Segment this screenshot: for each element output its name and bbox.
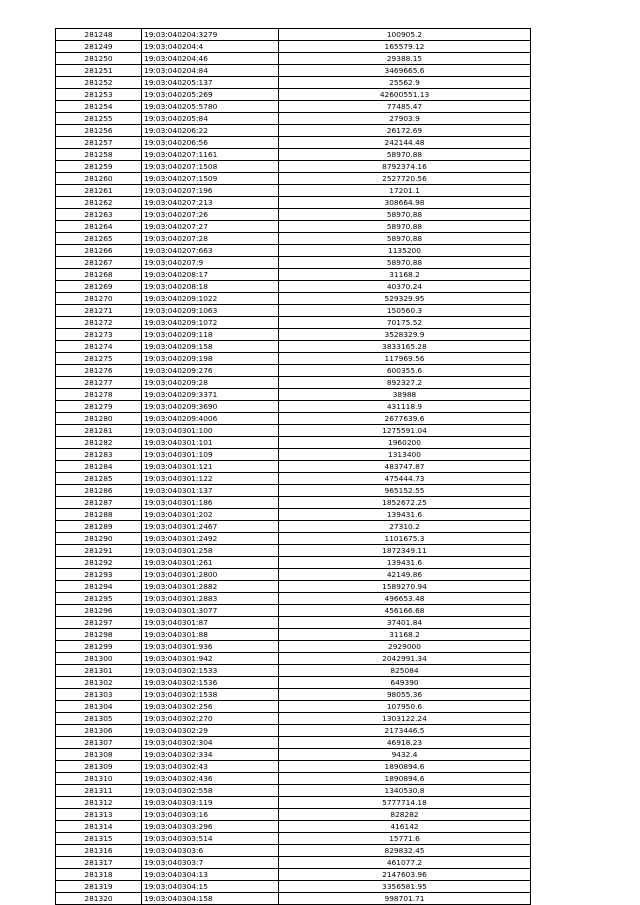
table-row: [56, 221, 531, 233]
value-cell: 46918.23: [279, 737, 531, 749]
table-row: [56, 473, 531, 485]
row-id-cell: 281262: [56, 197, 142, 209]
row-id-cell: 281319: [56, 881, 142, 893]
cadastral-number-cell: 19:03:040301:2492: [142, 533, 279, 545]
value-cell: 5777714.18: [279, 797, 531, 809]
row-id-cell: 281270: [56, 293, 142, 305]
cadastral-number-cell: 19:03:040301:121: [142, 461, 279, 473]
value-cell: 416142: [279, 821, 531, 833]
table-row: [56, 101, 531, 113]
cadastral-number-cell: 19:03:040303:6: [142, 845, 279, 857]
row-id-cell: 281254: [56, 101, 142, 113]
cadastral-number-cell: 19:03:040209:1022: [142, 293, 279, 305]
row-id-cell: 281314: [56, 821, 142, 833]
value-cell: 29388.15: [279, 53, 531, 65]
table-row: [56, 425, 531, 437]
value-cell: 70175.52: [279, 317, 531, 329]
value-cell: 1960200: [279, 437, 531, 449]
value-cell: 600355.6: [279, 365, 531, 377]
value-cell: 37401.84: [279, 617, 531, 629]
row-id-cell: 281257: [56, 137, 142, 149]
cadastral-number-cell: 19:03:040209:4006: [142, 413, 279, 425]
table-row: [56, 665, 531, 677]
value-cell: 150560.3: [279, 305, 531, 317]
cadastral-number-cell: 19:03:040304:13: [142, 869, 279, 881]
cadastral-number-cell: 19:03:040209:118: [142, 329, 279, 341]
row-id-cell: 281304: [56, 701, 142, 713]
row-id-cell: 281290: [56, 533, 142, 545]
cadastral-number-cell: 19:03:040302:334: [142, 749, 279, 761]
cadastral-number-cell: 19:03:040301:3077: [142, 605, 279, 617]
value-cell: 26172.69: [279, 125, 531, 137]
row-id-cell: 281308: [56, 749, 142, 761]
row-id-cell: 281311: [56, 785, 142, 797]
cadastral-number-cell: 19:03:040301:88: [142, 629, 279, 641]
value-cell: 77485.47: [279, 101, 531, 113]
cadastral-number-cell: 19:03:040207:213: [142, 197, 279, 209]
value-cell: 461077.2: [279, 857, 531, 869]
row-id-cell: 281275: [56, 353, 142, 365]
row-id-cell: 281298: [56, 629, 142, 641]
cadastral-number-cell: 19:03:040302:29: [142, 725, 279, 737]
cadastral-number-cell: 19:03:040207:1161: [142, 149, 279, 161]
value-cell: 38988: [279, 389, 531, 401]
value-cell: 165579.12: [279, 41, 531, 53]
cadastral-number-cell: 19:03:040209:3690: [142, 401, 279, 413]
row-id-cell: 281277: [56, 377, 142, 389]
cadastral-number-cell: 19:03:040205:137: [142, 77, 279, 89]
row-id-cell: 281276: [56, 365, 142, 377]
row-id-cell: 281285: [56, 473, 142, 485]
value-cell: 98055.36: [279, 689, 531, 701]
row-id-cell: 281271: [56, 305, 142, 317]
row-id-cell: 281288: [56, 509, 142, 521]
table-row: [56, 725, 531, 737]
value-cell: 1303122.24: [279, 713, 531, 725]
table-row: [56, 797, 531, 809]
value-cell: 1872349.11: [279, 545, 531, 557]
row-id-cell: 281249: [56, 41, 142, 53]
row-id-cell: 281250: [56, 53, 142, 65]
value-cell: 2677639.6: [279, 413, 531, 425]
row-id-cell: 281259: [56, 161, 142, 173]
table-row: [56, 545, 531, 557]
table-row: [56, 365, 531, 377]
cadastral-number-cell: 19:03:040205:5780: [142, 101, 279, 113]
value-cell: 1852672.25: [279, 497, 531, 509]
cadastral-number-cell: 19:03:040301:87: [142, 617, 279, 629]
value-cell: 42149.86: [279, 569, 531, 581]
value-cell: 1313400: [279, 449, 531, 461]
cadastral-number-cell: 19:03:040302:256: [142, 701, 279, 713]
cadastral-number-cell: 19:03:040302:436: [142, 773, 279, 785]
cadastral-number-cell: 19:03:040302:43: [142, 761, 279, 773]
table-row: [56, 893, 531, 905]
value-cell: 2042991.34: [279, 653, 531, 665]
table-row: [56, 461, 531, 473]
cadastral-number-cell: 19:03:040205:269: [142, 89, 279, 101]
cadastral-number-cell: 19:03:040207:663: [142, 245, 279, 257]
table-row: [56, 353, 531, 365]
row-id-cell: 281284: [56, 461, 142, 473]
value-cell: 42600551.13: [279, 89, 531, 101]
table-row: [56, 257, 531, 269]
table-row: [56, 701, 531, 713]
cadastral-number-cell: 19:03:040301:2882: [142, 581, 279, 593]
row-id-cell: 281291: [56, 545, 142, 557]
value-cell: 998701.71: [279, 893, 531, 905]
row-id-cell: 281299: [56, 641, 142, 653]
table-row: [56, 785, 531, 797]
cadastral-number-cell: 19:03:040209:198: [142, 353, 279, 365]
value-cell: 1890894.6: [279, 773, 531, 785]
value-cell: 825084: [279, 665, 531, 677]
cadastral-number-cell: 19:03:040302:304: [142, 737, 279, 749]
value-cell: 107950.6: [279, 701, 531, 713]
row-id-cell: 281272: [56, 317, 142, 329]
table-row: [56, 437, 531, 449]
value-cell: 3528329.9: [279, 329, 531, 341]
table-row: [56, 41, 531, 53]
cadastral-number-cell: 19:03:040301:258: [142, 545, 279, 557]
row-id-cell: 281281: [56, 425, 142, 437]
row-id-cell: 281268: [56, 269, 142, 281]
row-id-cell: 281267: [56, 257, 142, 269]
cadastral-number-cell: 19:03:040206:56: [142, 137, 279, 149]
row-id-cell: 281292: [56, 557, 142, 569]
cadastral-number-cell: 19:03:040301:202: [142, 509, 279, 521]
cadastral-number-cell: 19:03:040207:28: [142, 233, 279, 245]
table-row: [56, 401, 531, 413]
row-id-cell: 281279: [56, 401, 142, 413]
table-row: [56, 653, 531, 665]
table-row: [56, 389, 531, 401]
cadastral-number-cell: 19:03:040204:84: [142, 65, 279, 77]
row-id-cell: 281269: [56, 281, 142, 293]
table-row: [56, 581, 531, 593]
table-row: [56, 413, 531, 425]
row-id-cell: 281306: [56, 725, 142, 737]
value-cell: 31168.2: [279, 629, 531, 641]
cadastral-number-cell: 19:03:040301:122: [142, 473, 279, 485]
row-id-cell: 281300: [56, 653, 142, 665]
row-id-cell: 281289: [56, 521, 142, 533]
table-row: [56, 749, 531, 761]
cadastral-number-cell: 19:03:040302:1533: [142, 665, 279, 677]
value-cell: 58970.88: [279, 233, 531, 245]
value-cell: 8792374.16: [279, 161, 531, 173]
cadastral-number-cell: 19:03:040301:2883: [142, 593, 279, 605]
row-id-cell: 281256: [56, 125, 142, 137]
table-row: [56, 185, 531, 197]
table-row: [56, 209, 531, 221]
table-row: [56, 821, 531, 833]
value-cell: 1890894.6: [279, 761, 531, 773]
value-cell: 58970.88: [279, 209, 531, 221]
table-row: [56, 737, 531, 749]
table-row: [56, 641, 531, 653]
row-id-cell: 281258: [56, 149, 142, 161]
table-row: [56, 773, 531, 785]
row-id-cell: 281309: [56, 761, 142, 773]
row-id-cell: 281282: [56, 437, 142, 449]
value-cell: 9432.4: [279, 749, 531, 761]
table-row: [56, 857, 531, 869]
cadastral-number-cell: 19:03:040209:1072: [142, 317, 279, 329]
row-id-cell: 281303: [56, 689, 142, 701]
row-id-cell: 281251: [56, 65, 142, 77]
value-cell: 242144.48: [279, 137, 531, 149]
row-id-cell: 281278: [56, 389, 142, 401]
cadastral-number-cell: 19:03:040204:4: [142, 41, 279, 53]
value-cell: 529329.95: [279, 293, 531, 305]
table-row: [56, 125, 531, 137]
cadastral-number-cell: 19:03:040209:276: [142, 365, 279, 377]
cadastral-number-cell: 19:03:040301:261: [142, 557, 279, 569]
cadastral-number-cell: 19:03:040301:942: [142, 653, 279, 665]
cadastral-number-cell: 19:03:040301:109: [142, 449, 279, 461]
row-id-cell: 281293: [56, 569, 142, 581]
cadastral-number-cell: 19:03:040303:16: [142, 809, 279, 821]
table-row: [56, 869, 531, 881]
row-id-cell: 281317: [56, 857, 142, 869]
value-cell: 1101675.3: [279, 533, 531, 545]
cadastral-number-cell: 19:03:040303:7: [142, 857, 279, 869]
value-cell: 483747.87: [279, 461, 531, 473]
table-row: [56, 113, 531, 125]
row-id-cell: 281252: [56, 77, 142, 89]
value-cell: 139431.6: [279, 509, 531, 521]
cadastral-number-cell: 19:03:040208:18: [142, 281, 279, 293]
value-cell: 31168.2: [279, 269, 531, 281]
row-id-cell: 281315: [56, 833, 142, 845]
row-id-cell: 281301: [56, 665, 142, 677]
table-row: [56, 305, 531, 317]
value-cell: 25562.9: [279, 77, 531, 89]
data-table: [55, 28, 531, 905]
table-row: [56, 245, 531, 257]
value-cell: 3356581.95: [279, 881, 531, 893]
value-cell: 1135200: [279, 245, 531, 257]
row-id-cell: 281260: [56, 173, 142, 185]
value-cell: 100905.2: [279, 29, 531, 41]
value-cell: 2527720.56: [279, 173, 531, 185]
cadastral-number-cell: 19:03:040207:1508: [142, 161, 279, 173]
value-cell: 139431.6: [279, 557, 531, 569]
table-row: [56, 65, 531, 77]
cadastral-number-cell: 19:03:040206:22: [142, 125, 279, 137]
value-cell: 27903.9: [279, 113, 531, 125]
table-row: [56, 449, 531, 461]
value-cell: 17201.1: [279, 185, 531, 197]
table-row: [56, 617, 531, 629]
table-row: [56, 593, 531, 605]
value-cell: 3833165.28: [279, 341, 531, 353]
table-row: [56, 197, 531, 209]
row-id-cell: 281280: [56, 413, 142, 425]
cadastral-number-cell: 19:03:040303:514: [142, 833, 279, 845]
table-row: [56, 677, 531, 689]
value-cell: 456166.68: [279, 605, 531, 617]
value-cell: 15771.6: [279, 833, 531, 845]
cadastral-number-cell: 19:03:040301:2800: [142, 569, 279, 581]
table-row: [56, 533, 531, 545]
cadastral-number-cell: 19:03:040204:46: [142, 53, 279, 65]
cadastral-number-cell: 19:03:040205:84: [142, 113, 279, 125]
cadastral-number-cell: 19:03:040208:17: [142, 269, 279, 281]
cadastral-number-cell: 19:03:040207:27: [142, 221, 279, 233]
row-id-cell: 281294: [56, 581, 142, 593]
table-row: [56, 29, 531, 41]
row-id-cell: 281318: [56, 869, 142, 881]
table-row: [56, 317, 531, 329]
table-row: [56, 149, 531, 161]
table-row: [56, 557, 531, 569]
row-id-cell: 281248: [56, 29, 142, 41]
value-cell: 1589270.94: [279, 581, 531, 593]
value-cell: 27310.2: [279, 521, 531, 533]
cadastral-number-cell: 19:03:040209:1063: [142, 305, 279, 317]
row-id-cell: 281255: [56, 113, 142, 125]
value-cell: 965152.55: [279, 485, 531, 497]
cadastral-number-cell: 19:03:040209:158: [142, 341, 279, 353]
value-cell: 649390: [279, 677, 531, 689]
cadastral-number-cell: 19:03:040204:3279: [142, 29, 279, 41]
table-row: [56, 485, 531, 497]
cadastral-number-cell: 19:03:040302:270: [142, 713, 279, 725]
row-id-cell: 281307: [56, 737, 142, 749]
table-row: [56, 881, 531, 893]
cadastral-number-cell: 19:03:040304:15: [142, 881, 279, 893]
value-cell: 2147603.96: [279, 869, 531, 881]
table-row: [56, 89, 531, 101]
table-row: [56, 521, 531, 533]
cadastral-number-cell: 19:03:040209:28: [142, 377, 279, 389]
cadastral-number-cell: 19:03:040302:558: [142, 785, 279, 797]
row-id-cell: 281296: [56, 605, 142, 617]
row-id-cell: 281313: [56, 809, 142, 821]
table-row: [56, 341, 531, 353]
table-body: [56, 29, 531, 905]
cadastral-number-cell: 19:03:040304:158: [142, 893, 279, 905]
table-row: [56, 281, 531, 293]
row-id-cell: 281305: [56, 713, 142, 725]
cadastral-number-cell: 19:03:040301:936: [142, 641, 279, 653]
cadastral-number-cell: 19:03:040207:1509: [142, 173, 279, 185]
table-row: [56, 629, 531, 641]
cadastral-number-cell: 19:03:040301:101: [142, 437, 279, 449]
value-cell: 2173446.5: [279, 725, 531, 737]
row-id-cell: 281266: [56, 245, 142, 257]
value-cell: 58970.88: [279, 149, 531, 161]
row-id-cell: 281286: [56, 485, 142, 497]
row-id-cell: 281310: [56, 773, 142, 785]
cadastral-number-cell: 19:03:040302:1536: [142, 677, 279, 689]
row-id-cell: 281287: [56, 497, 142, 509]
cadastral-number-cell: 19:03:040302:1538: [142, 689, 279, 701]
table-row: [56, 173, 531, 185]
table-row: [56, 137, 531, 149]
table-row: [56, 377, 531, 389]
row-id-cell: 281295: [56, 593, 142, 605]
row-id-cell: 281264: [56, 221, 142, 233]
value-cell: 1340530.8: [279, 785, 531, 797]
value-cell: 58970.88: [279, 221, 531, 233]
table-row: [56, 233, 531, 245]
row-id-cell: 281283: [56, 449, 142, 461]
value-cell: 475444.73: [279, 473, 531, 485]
table-row: [56, 569, 531, 581]
value-cell: 40370.24: [279, 281, 531, 293]
row-id-cell: 281261: [56, 185, 142, 197]
cadastral-number-cell: 19:03:040301:137: [142, 485, 279, 497]
table-row: [56, 833, 531, 845]
cadastral-number-cell: 19:03:040301:2467: [142, 521, 279, 533]
value-cell: 3469665.6: [279, 65, 531, 77]
value-cell: 892327.2: [279, 377, 531, 389]
table-row: [56, 77, 531, 89]
cadastral-number-cell: 19:03:040207:9: [142, 257, 279, 269]
table-row: [56, 293, 531, 305]
cadastral-number-cell: 19:03:040301:186: [142, 497, 279, 509]
cadastral-number-cell: 19:03:040301:100: [142, 425, 279, 437]
table-row: [56, 689, 531, 701]
table-row: [56, 161, 531, 173]
row-id-cell: 281265: [56, 233, 142, 245]
value-cell: 828282: [279, 809, 531, 821]
table-row: [56, 809, 531, 821]
row-id-cell: 281316: [56, 845, 142, 857]
row-id-cell: 281274: [56, 341, 142, 353]
table-row: [56, 845, 531, 857]
value-cell: 496653.48: [279, 593, 531, 605]
value-cell: 1275591.04: [279, 425, 531, 437]
row-id-cell: 281320: [56, 893, 142, 905]
table-row: [56, 761, 531, 773]
table-row: [56, 53, 531, 65]
value-cell: 308664.98: [279, 197, 531, 209]
value-cell: 829832.45: [279, 845, 531, 857]
cadastral-number-cell: 19:03:040209:3371: [142, 389, 279, 401]
value-cell: 58970.88: [279, 257, 531, 269]
row-id-cell: 281297: [56, 617, 142, 629]
table-row: [56, 269, 531, 281]
value-cell: 117969.56: [279, 353, 531, 365]
cadastral-number-cell: 19:03:040207:196: [142, 185, 279, 197]
table-row: [56, 329, 531, 341]
row-id-cell: 281302: [56, 677, 142, 689]
value-cell: 431118.9: [279, 401, 531, 413]
row-id-cell: 281273: [56, 329, 142, 341]
cadastral-number-cell: 19:03:040303:119: [142, 797, 279, 809]
table-row: [56, 497, 531, 509]
table-row: [56, 509, 531, 521]
cadastral-number-cell: 19:03:040303:296: [142, 821, 279, 833]
row-id-cell: 281312: [56, 797, 142, 809]
row-id-cell: 281263: [56, 209, 142, 221]
table-row: [56, 713, 531, 725]
table-row: [56, 605, 531, 617]
cadastral-number-cell: 19:03:040207:26: [142, 209, 279, 221]
value-cell: 2929000: [279, 641, 531, 653]
row-id-cell: 281253: [56, 89, 142, 101]
